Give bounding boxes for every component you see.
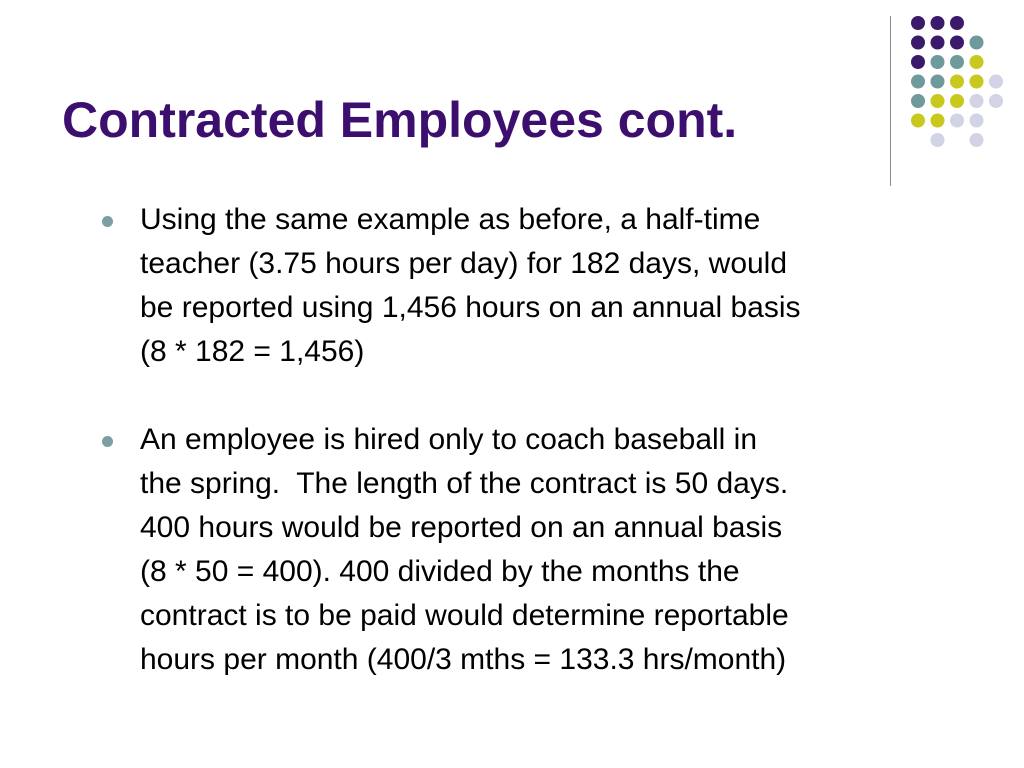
decorative-dot-yellow: [950, 75, 964, 89]
decorative-dot-lavender: [970, 94, 984, 108]
decorative-dot-yellow: [931, 94, 945, 108]
bullet-text-line: Using the same example as before, a half-time: [140, 203, 761, 236]
bullet-text-line: teacher (3.75 hours per day) for 182 days, would: [140, 247, 788, 280]
decorative-dot-teal: [931, 75, 945, 89]
decorative-dot-purple: [911, 55, 925, 69]
bullet-text-line: 400 hours would be reported on an annual basis: [140, 511, 783, 544]
decorative-dot-purple: [950, 36, 964, 50]
bullet-marker-icon: [102, 436, 113, 447]
bullet-text-line: (8 * 50 = 400). 400 divided by the months the: [140, 555, 740, 588]
decorative-dot-yellow: [970, 55, 984, 69]
decorative-dot-yellow: [931, 114, 945, 128]
title-divider-line: [890, 16, 891, 186]
decorative-dot-lavender: [931, 133, 945, 147]
decorative-dot-yellow: [950, 94, 964, 108]
decorative-dot-teal: [970, 36, 984, 50]
bullet-text-line: be reported using 1,456 hours on an annual basis: [140, 291, 801, 324]
bullet-list: [102, 198, 982, 682]
decorative-dot-purple: [931, 16, 945, 30]
decorative-dot-lavender: [989, 75, 1003, 89]
decorative-dot-purple: [911, 36, 925, 50]
bullet-text-line: hours per month (400/3 mths = 133.3 hrs/month): [140, 643, 787, 676]
decorative-dot-purple: [950, 16, 964, 30]
decorative-dot-lavender: [970, 114, 984, 128]
decorative-dot-yellow: [911, 114, 925, 128]
decorative-dot-lavender: [989, 94, 1003, 108]
bullet-text-line: contract is to be paid would determine reportable: [140, 599, 789, 632]
bullet-text-line: (8 * 182 = 1,456): [140, 335, 365, 368]
decorative-dot-lavender: [950, 114, 964, 128]
decorative-dot-teal: [950, 55, 964, 69]
bullet-text-line: the spring. The length of the contract is 50 days.: [140, 467, 789, 500]
bullet-item: [102, 418, 982, 682]
decorative-dot-teal: [911, 75, 925, 89]
decorative-dot-purple: [911, 16, 925, 30]
bullet-item: [102, 198, 982, 374]
decorative-dot-teal: [931, 55, 945, 69]
bullet-marker-icon: [102, 216, 113, 227]
decorative-dot-purple: [931, 36, 945, 50]
bullet-text-line: An employee is hired only to coach baseball in: [140, 423, 758, 456]
decorative-dot-yellow: [970, 75, 984, 89]
decorative-dot-teal: [911, 94, 925, 108]
slide-title: Contracted Employees cont.: [62, 92, 738, 148]
decorative-dot-lavender: [970, 133, 984, 147]
